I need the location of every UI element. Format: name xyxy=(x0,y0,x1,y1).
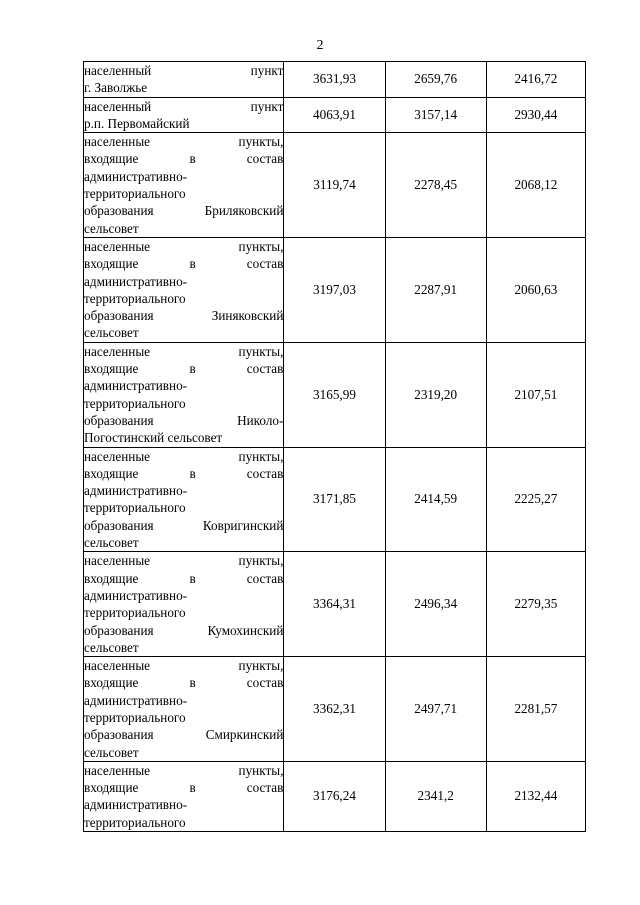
settlement-name-word: в xyxy=(189,361,196,377)
settlement-name-word: входящие xyxy=(84,570,139,586)
table-row xyxy=(84,133,586,238)
value-cell-3: 2068,12 xyxy=(486,133,585,238)
settlement-name-word: Ковригинский xyxy=(202,517,284,533)
settlement-name-word: территориального xyxy=(84,500,186,516)
settlement-name-line xyxy=(84,552,283,569)
settlement-name-word: населенные xyxy=(84,343,151,359)
table-row xyxy=(84,761,586,831)
settlement-name-line xyxy=(84,307,283,324)
table-row xyxy=(84,447,586,552)
settlement-name-word: в xyxy=(189,151,196,167)
settlement-name-word: входящие xyxy=(84,151,139,167)
settlement-name-word: территориального xyxy=(84,605,186,621)
table-row xyxy=(84,657,586,762)
value-cell-3: 2281,57 xyxy=(486,657,585,762)
settlement-name-line xyxy=(84,796,283,813)
settlement-name-word: состав xyxy=(246,256,284,272)
value-cell-1: 3165,99 xyxy=(284,342,385,447)
settlement-name-line xyxy=(84,150,283,167)
settlement-name-line xyxy=(84,168,283,185)
settlement-name-line xyxy=(84,639,283,656)
table-row xyxy=(84,237,586,342)
settlement-name-word: Зиняковский xyxy=(211,308,284,324)
settlement-name-word: образования xyxy=(84,412,154,428)
settlement-name-word: Бриляковский xyxy=(204,203,284,219)
settlement-name-cell xyxy=(84,97,284,133)
page-number: 2 xyxy=(316,38,324,53)
settlement-name-word: образования xyxy=(84,622,154,638)
settlement-name-line xyxy=(84,622,283,639)
settlement-name-line xyxy=(84,79,283,96)
settlement-name-line xyxy=(84,779,283,796)
value-cell-1: 3197,03 xyxy=(284,237,385,342)
settlement-name-line xyxy=(84,220,283,237)
settlement-name-word: населенные xyxy=(84,553,151,569)
settlement-name-word: административно- xyxy=(84,378,188,394)
settlement-name-word: Погостинский сельсовет xyxy=(84,430,223,446)
settlement-name-word: образования xyxy=(84,308,154,324)
settlement-name-word: входящие xyxy=(84,256,139,272)
settlement-name-cell xyxy=(84,62,284,98)
settlement-name-word: образования xyxy=(84,727,154,743)
settlement-name-line xyxy=(84,98,283,115)
settlement-name-line xyxy=(84,692,283,709)
settlement-name-line xyxy=(84,744,283,761)
settlement-name-line xyxy=(84,395,283,412)
settlement-name-word: пункты, xyxy=(238,448,284,464)
value-cell-2: 2341,2 xyxy=(385,761,486,831)
settlement-name-word: административно- xyxy=(84,692,188,708)
settlement-name-word: образования xyxy=(84,517,154,533)
settlement-name-word: состав xyxy=(246,151,284,167)
settlement-name-word: территориального xyxy=(84,814,186,830)
table-row xyxy=(84,97,586,133)
settlement-name-word: населенные xyxy=(84,448,151,464)
settlement-name-line xyxy=(84,570,283,587)
settlement-name-line xyxy=(84,517,283,534)
settlement-name-word: территориального xyxy=(84,709,186,725)
settlement-name-word: в xyxy=(189,675,196,691)
settlement-name-word: сельсовет xyxy=(84,535,139,551)
table-row xyxy=(84,552,586,657)
value-cell-3: 2060,63 xyxy=(486,237,585,342)
settlement-name-word: административно- xyxy=(84,273,188,289)
settlement-name-line xyxy=(84,429,283,446)
value-cell-3: 2107,51 xyxy=(486,342,585,447)
settlement-name-line xyxy=(84,377,283,394)
settlement-name-word: населенные xyxy=(84,658,151,674)
settlement-name-word: административно- xyxy=(84,168,188,184)
settlement-name-line xyxy=(84,115,283,132)
settlement-name-word: в xyxy=(189,256,196,272)
settlement-name-word: образования xyxy=(84,203,154,219)
settlement-name-word: населенные xyxy=(84,762,151,778)
settlement-name-word: Николо- xyxy=(237,412,284,428)
settlement-name-line xyxy=(84,324,283,341)
settlement-name-cell xyxy=(84,552,284,657)
settlement-name-line xyxy=(84,674,283,691)
settlement-name-cell xyxy=(84,447,284,552)
settlement-name-word: в xyxy=(189,780,196,796)
settlement-name-line xyxy=(84,762,283,779)
settlement-name-word: пункты, xyxy=(238,762,284,778)
value-cell-3: 2930,44 xyxy=(486,97,585,133)
settlement-name-word: в xyxy=(189,570,196,586)
settlement-name-word: сельсовет xyxy=(84,325,139,341)
settlement-name-line xyxy=(84,587,283,604)
settlement-name-word: территориального xyxy=(84,290,186,306)
settlement-name-line xyxy=(84,448,283,465)
settlement-name-line xyxy=(84,465,283,482)
settlement-name-word: сельсовет xyxy=(84,639,139,655)
settlement-name-cell xyxy=(84,657,284,762)
value-cell-2: 2659,76 xyxy=(385,62,486,98)
settlement-name-line xyxy=(84,185,283,202)
settlement-name-line xyxy=(84,273,283,290)
settlement-name-word: Кумохинский xyxy=(207,622,284,638)
value-cell-2: 3157,14 xyxy=(385,97,486,133)
settlement-name-line xyxy=(84,343,283,360)
settlement-name-line xyxy=(84,534,283,551)
value-cell-3: 2225,27 xyxy=(486,447,585,552)
settlement-name-word: состав xyxy=(246,780,284,796)
settlement-name-word: населенный xyxy=(84,63,152,78)
settlement-name-line xyxy=(84,255,283,272)
value-cell-3: 2279,35 xyxy=(486,552,585,657)
settlement-name-line xyxy=(84,360,283,377)
value-cell-2: 2496,34 xyxy=(385,552,486,657)
settlement-name-line xyxy=(84,726,283,743)
settlement-name-word: административно- xyxy=(84,587,188,603)
value-cell-2: 2278,45 xyxy=(385,133,486,238)
settlement-name-word: пункты, xyxy=(238,658,284,674)
settlement-name-line xyxy=(84,202,283,219)
settlement-name-word: состав xyxy=(246,570,284,586)
settlement-name-word: состав xyxy=(246,675,284,691)
settlement-name-word: пункты, xyxy=(238,134,284,150)
settlement-name-word: пункты, xyxy=(238,343,284,359)
settlement-name-line xyxy=(84,412,283,429)
settlement-name-word: административно- xyxy=(84,797,188,813)
value-cell-2: 2287,91 xyxy=(385,237,486,342)
tariff-table xyxy=(83,61,586,832)
settlement-name-line xyxy=(84,290,283,307)
settlement-name-cell xyxy=(84,761,284,831)
table-row xyxy=(84,342,586,447)
settlement-name-cell xyxy=(84,342,284,447)
value-cell-1: 3119,74 xyxy=(284,133,385,238)
settlement-name-word: территориального xyxy=(84,395,186,411)
value-cell-1: 3171,85 xyxy=(284,447,385,552)
settlement-name-word: р.п. Первомайский xyxy=(84,115,190,131)
table-row xyxy=(84,62,586,98)
value-cell-1: 3364,31 xyxy=(284,552,385,657)
settlement-name-cell xyxy=(84,237,284,342)
value-cell-1: 3362,31 xyxy=(284,657,385,762)
value-cell-1: 3631,93 xyxy=(284,62,385,98)
settlement-name-word: входящие xyxy=(84,675,139,691)
settlement-name-word: пункты, xyxy=(238,238,284,254)
table-body xyxy=(84,62,586,832)
settlement-name-word: в xyxy=(189,465,196,481)
value-cell-2: 2414,59 xyxy=(385,447,486,552)
settlement-name-word: сельсовет xyxy=(84,744,139,760)
settlement-name-word: населенный xyxy=(84,98,152,114)
settlement-name-word: входящие xyxy=(84,465,139,481)
settlement-name-word: входящие xyxy=(84,780,139,796)
value-cell-1: 3176,24 xyxy=(284,761,385,831)
value-cell-2: 2319,20 xyxy=(385,342,486,447)
settlement-name-line xyxy=(84,657,283,674)
settlement-name-line xyxy=(84,604,283,621)
settlement-name-line xyxy=(84,238,283,255)
settlement-name-word: населенные xyxy=(84,238,151,254)
settlement-name-word: территориального xyxy=(84,186,186,202)
settlement-name-word: административно- xyxy=(84,483,188,499)
settlement-name-line xyxy=(84,814,283,831)
value-cell-3: 2132,44 xyxy=(486,761,585,831)
settlement-name-cell xyxy=(84,133,284,238)
settlement-name-word: состав xyxy=(246,361,284,377)
value-cell-1: 4063,91 xyxy=(284,97,385,133)
settlement-name-word: пункт xyxy=(250,98,284,114)
settlement-name-word: состав xyxy=(246,465,284,481)
settlement-name-line xyxy=(84,482,283,499)
settlement-name-word: Смиркинский xyxy=(205,727,284,743)
settlement-name-word: населенные xyxy=(84,134,151,150)
settlement-name-line xyxy=(84,62,283,79)
settlement-name-line xyxy=(84,499,283,516)
settlement-name-word: г. Заволжье xyxy=(84,80,148,96)
settlement-name-word: пункты, xyxy=(238,553,284,569)
settlement-name-line xyxy=(84,709,283,726)
settlement-name-word: пункт xyxy=(250,63,284,78)
value-cell-3: 2416,72 xyxy=(486,62,585,98)
value-cell-2: 2497,71 xyxy=(385,657,486,762)
settlement-name-line xyxy=(84,133,283,150)
settlement-name-word: входящие xyxy=(84,361,139,377)
settlement-name-word: сельсовет xyxy=(84,220,139,236)
